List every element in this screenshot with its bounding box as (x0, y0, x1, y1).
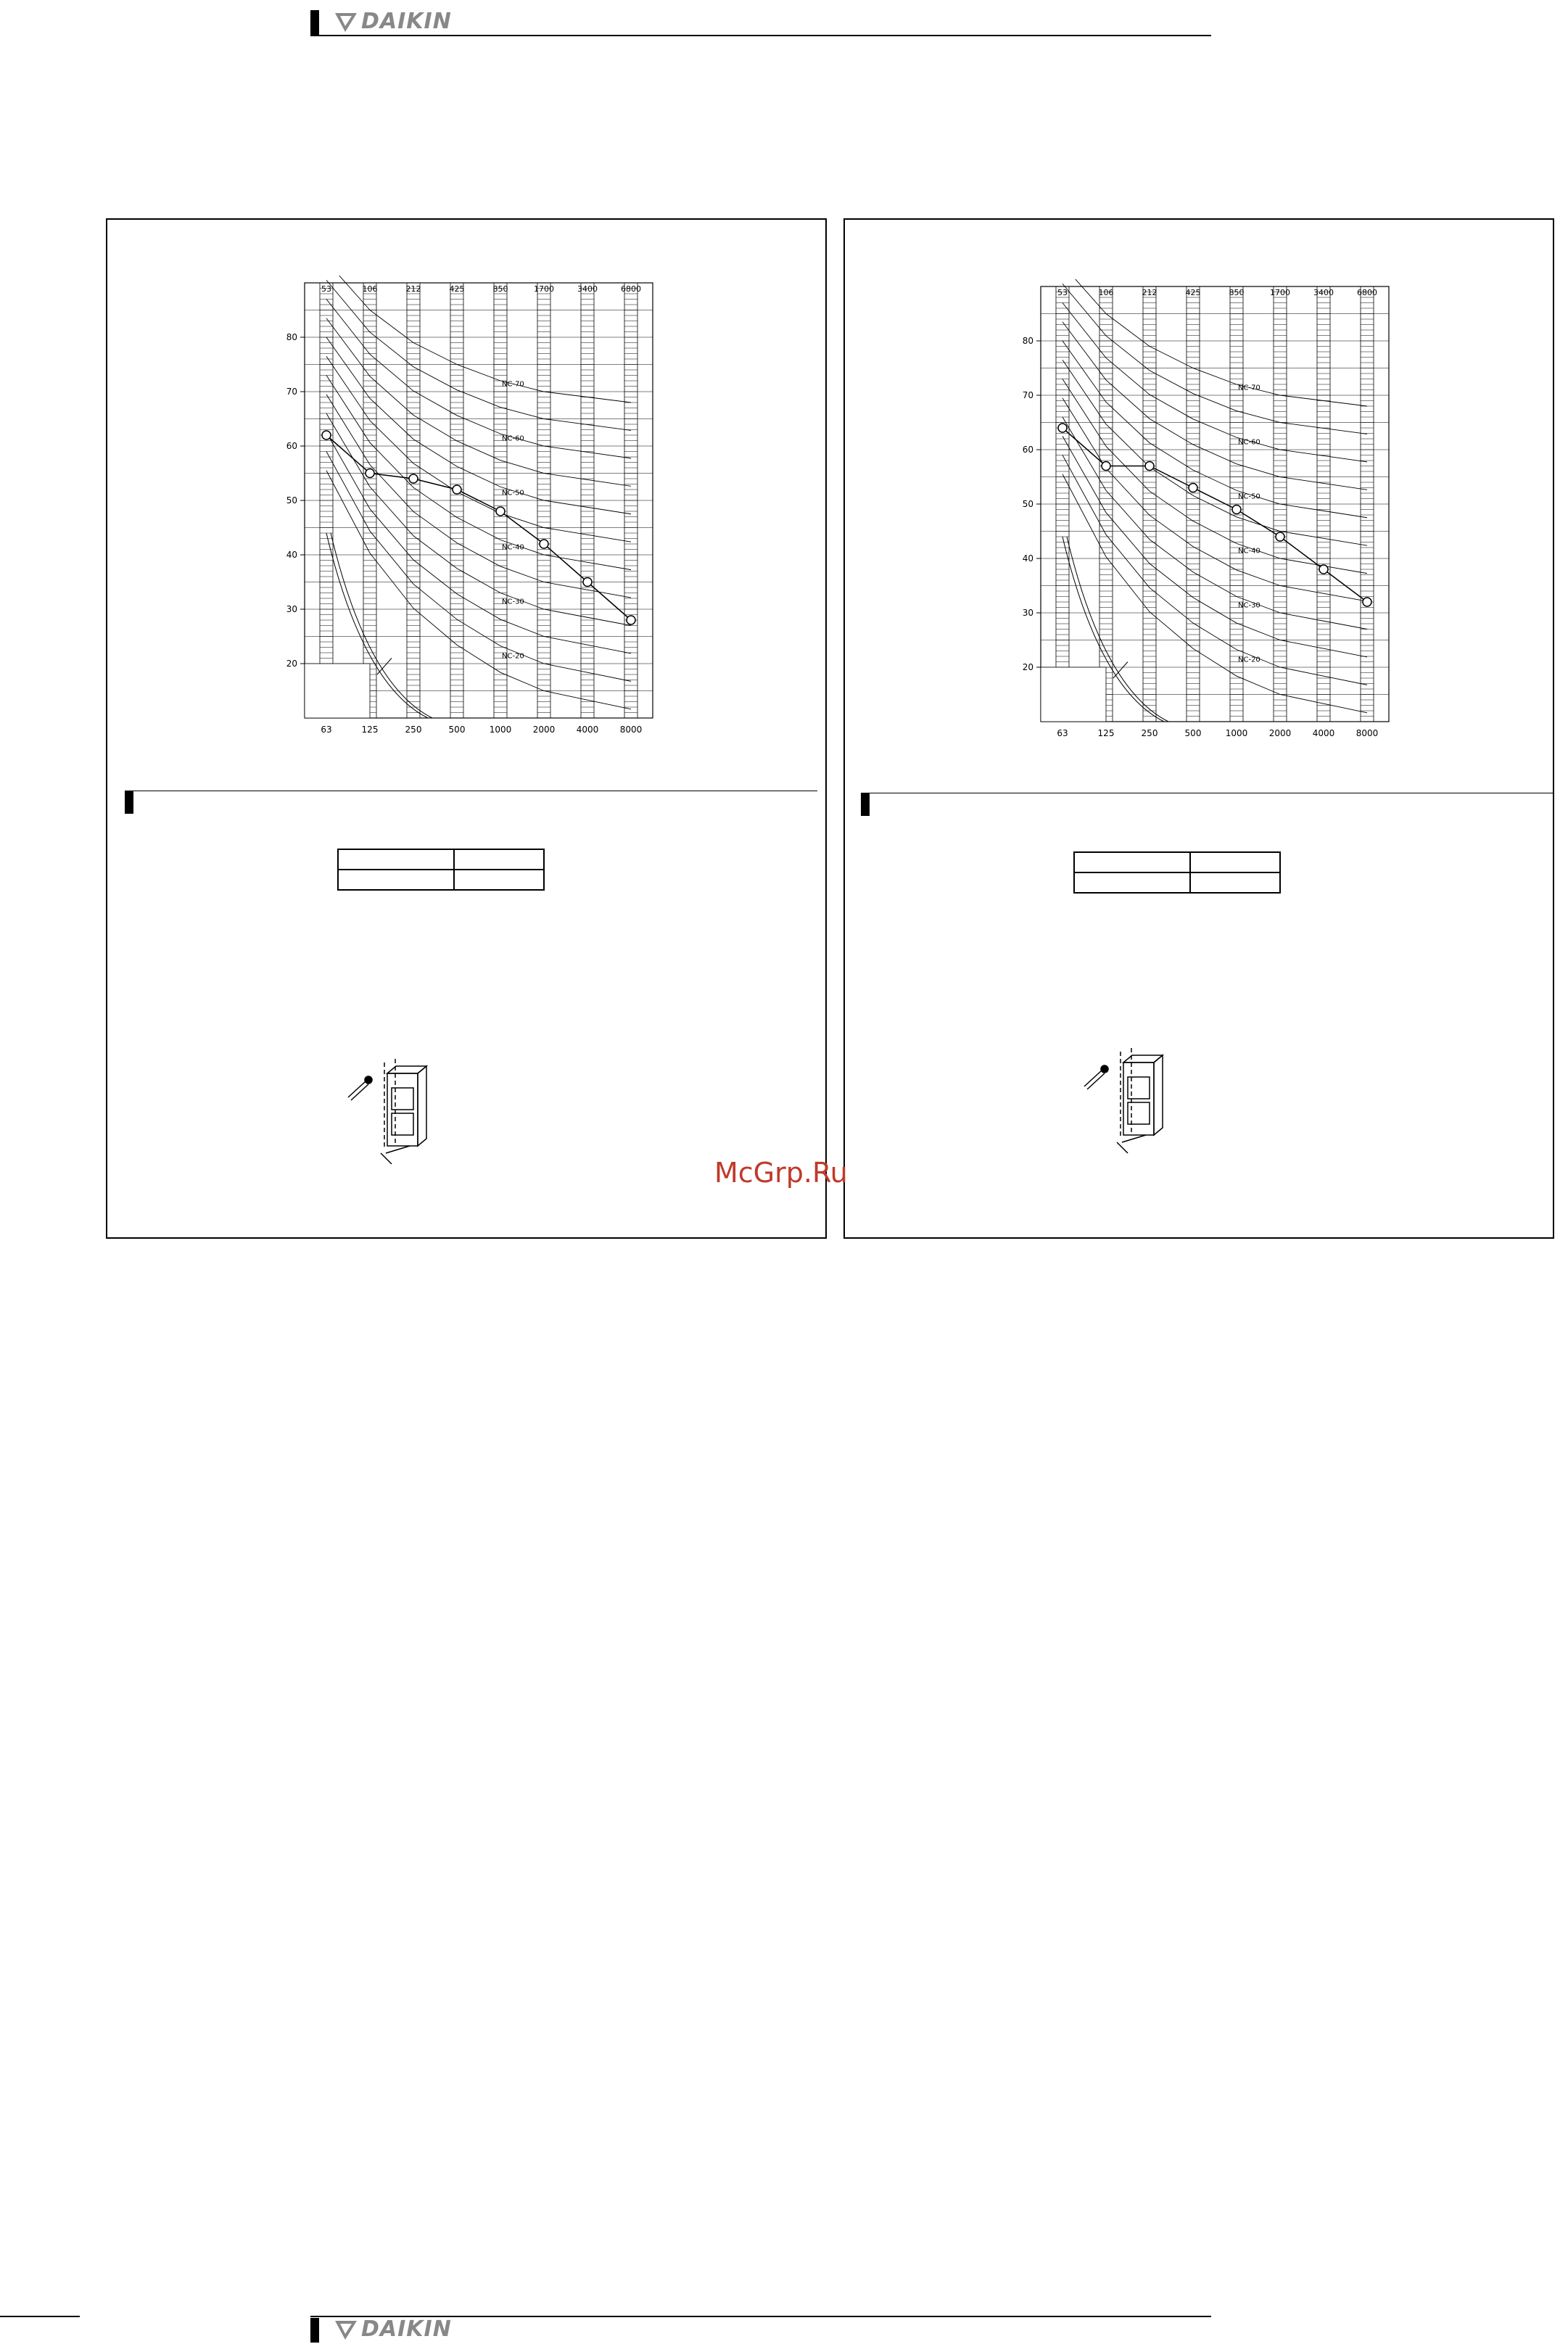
x-tick-label: 8000 (1356, 728, 1379, 738)
header-rule (310, 35, 1211, 36)
y-tick-label: 50 (1022, 499, 1033, 509)
x-top-label: 425 (449, 284, 465, 294)
footer-brand: DAIKIN (361, 2316, 452, 2342)
nc-curve (326, 337, 631, 514)
x-top-label: 850 (492, 284, 508, 294)
data-point (583, 578, 592, 587)
table-cell (454, 849, 544, 870)
blank-box (305, 664, 370, 718)
x-top-label: 53 (321, 284, 331, 294)
right-spec-table (1073, 851, 1281, 894)
nc-label: NC-50 (1238, 492, 1260, 501)
x-top-label: 850 (1229, 288, 1245, 297)
footer-logo-bar (310, 2318, 319, 2343)
x-tick-label: 250 (1141, 728, 1158, 738)
x-top-label: 3400 (1313, 288, 1334, 297)
x-top-label: 212 (405, 284, 421, 294)
nc-label: NC-50 (502, 489, 524, 498)
x-top-label: 1700 (534, 284, 554, 294)
data-point (627, 616, 635, 624)
nc-curve (1062, 379, 1367, 574)
table-cell (1074, 872, 1190, 893)
x-top-label: 212 (1142, 288, 1158, 297)
nc-curve (326, 300, 631, 458)
table-cell (338, 849, 454, 870)
nc-label: NC-70 (1238, 384, 1260, 392)
nc-curve (326, 452, 631, 682)
nc-label: NC-30 (1238, 601, 1260, 610)
data-point (1319, 565, 1328, 574)
nc-curve (1062, 474, 1367, 713)
nc-curve (326, 276, 631, 403)
y-tick-label: 30 (286, 604, 297, 614)
table-row (1074, 872, 1280, 893)
x-tick-label: 125 (1097, 728, 1115, 738)
y-tick-label: 40 (286, 550, 297, 560)
x-tick-label: 500 (1184, 728, 1202, 738)
nc-label: NC-60 (502, 434, 524, 443)
data-point (496, 507, 505, 516)
x-top-label: 106 (362, 284, 378, 294)
daikin-logo-icon (334, 12, 358, 33)
data-point (1363, 598, 1371, 606)
x-top-label: 1700 (1270, 288, 1290, 297)
nc-curve (1062, 341, 1367, 518)
nc-curve (326, 318, 631, 487)
nc-label: NC-40 (1238, 547, 1260, 556)
data-point (1232, 506, 1241, 514)
y-tick-label: 40 (1022, 553, 1033, 564)
x-top-label: 53 (1057, 288, 1068, 297)
nc-label: NC-70 (502, 380, 524, 389)
y-tick-label: 80 (1022, 336, 1033, 346)
right-section-bar (861, 793, 870, 816)
nc-label: NC-40 (502, 543, 524, 552)
daikin-logo-icon (334, 2319, 358, 2341)
table-cell (1074, 852, 1190, 872)
x-top-label: 106 (1098, 288, 1114, 297)
x-top-label: 6800 (1357, 288, 1377, 297)
data-point (453, 485, 461, 494)
unit-microphone-diagram (341, 1055, 442, 1168)
x-tick-label: 500 (448, 725, 466, 735)
data-point (1145, 462, 1154, 471)
data-point (409, 474, 418, 483)
y-tick-label: 60 (286, 441, 297, 451)
x-top-label: 6800 (621, 284, 641, 294)
x-tick-label: 2000 (532, 725, 556, 735)
table-row (338, 870, 544, 890)
header-brand: DAIKIN (361, 9, 452, 34)
table-cell (338, 870, 454, 890)
x-tick-label: 63 (1057, 728, 1068, 738)
blank-box (1041, 667, 1106, 722)
left-section-bar (125, 791, 133, 814)
nc-curve (326, 471, 631, 709)
nc-label: NC-20 (502, 652, 524, 661)
y-tick-label: 70 (1022, 390, 1033, 400)
x-tick-label: 2000 (1268, 728, 1292, 738)
nc-curve (1062, 279, 1367, 406)
table-row (338, 849, 544, 870)
table-cell (1190, 852, 1280, 872)
nc-chart-right (1012, 279, 1403, 743)
data-point (1189, 484, 1197, 492)
x-tick-label: 125 (361, 725, 379, 735)
table-cell (1190, 872, 1280, 893)
y-tick-label: 30 (1022, 608, 1033, 618)
table-cell (454, 870, 544, 890)
nc-curve (1062, 360, 1367, 545)
nc-label: NC-20 (1238, 656, 1260, 664)
data-point (322, 431, 331, 440)
x-tick-label: 4000 (576, 725, 599, 735)
watermark-text: McGrp.Ru (714, 1157, 848, 1189)
left-spec-table (337, 849, 545, 891)
nc-curve (1062, 303, 1367, 462)
data-point (366, 469, 374, 478)
x-tick-label: 8000 (619, 725, 643, 735)
data-point (540, 540, 548, 548)
x-top-label: 425 (1185, 288, 1201, 297)
x-tick-label: 1000 (1225, 728, 1248, 738)
table-row (1074, 852, 1280, 872)
x-tick-label: 4000 (1312, 728, 1335, 738)
y-tick-label: 50 (286, 495, 297, 506)
footer-left-rule (0, 2316, 80, 2317)
x-tick-label: 1000 (489, 725, 512, 735)
x-tick-label: 63 (321, 725, 332, 735)
data-point (1058, 424, 1067, 432)
y-tick-label: 20 (1022, 662, 1033, 672)
header-logo-bar (310, 10, 319, 35)
nc-curve (326, 356, 631, 542)
data-point (1276, 532, 1284, 541)
y-tick-label: 80 (286, 332, 297, 342)
y-tick-label: 60 (1022, 445, 1033, 455)
nc-label: NC-30 (502, 598, 524, 606)
x-tick-label: 250 (405, 725, 422, 735)
nc-label: NC-60 (1238, 438, 1260, 447)
y-tick-label: 70 (286, 387, 297, 397)
data-point (1102, 462, 1110, 471)
unit-microphone-diagram (1077, 1044, 1179, 1157)
nc-chart-left (276, 276, 667, 740)
y-tick-label: 20 (286, 659, 297, 669)
x-top-label: 3400 (577, 284, 598, 294)
